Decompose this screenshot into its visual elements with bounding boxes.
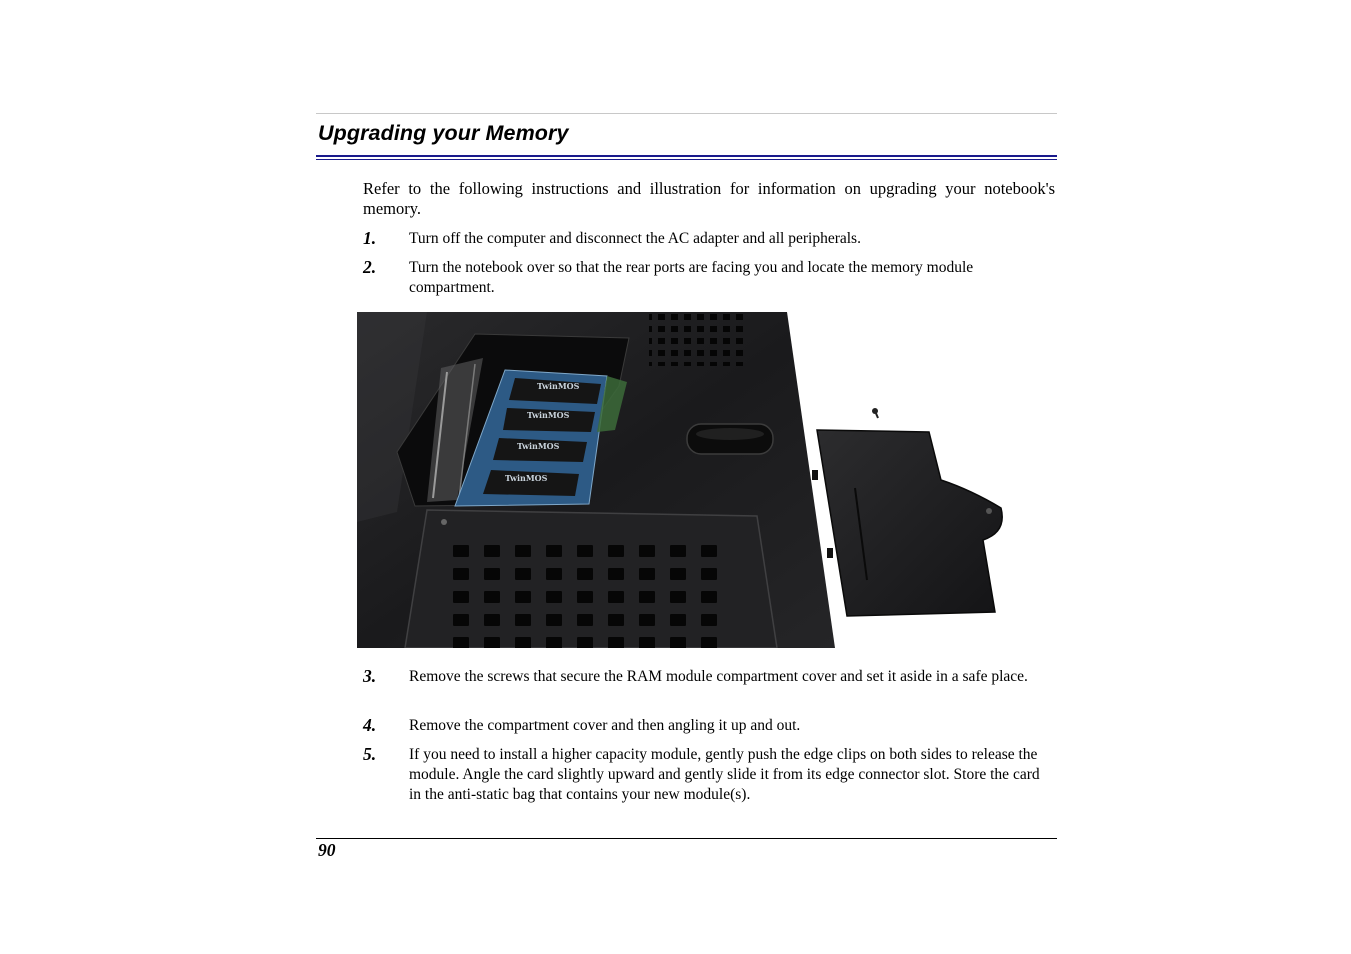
chip-label: TwinMOS	[517, 441, 560, 451]
step-number: 4.	[363, 715, 377, 735]
screw-icon	[872, 408, 878, 418]
step-3	[363, 667, 1057, 687]
step-4	[363, 716, 1057, 736]
footer-rule	[316, 838, 1057, 839]
step-1	[363, 229, 1057, 249]
top-rule	[316, 113, 1057, 114]
step-number: 3.	[363, 666, 377, 686]
step-text: If you need to install a higher capacity module, gently push the edge clips on both sides to release the module. Angle the card slightly upward and gently slide it from its edge connector slot. Store the card in the anti-static bag that contains your new module(s).	[409, 746, 1040, 803]
compartment-cover	[817, 430, 1002, 616]
intro-paragraph: Refer to the following instructions and illustration for information on upgrading your notebook's memory.	[363, 179, 1055, 218]
step-2	[363, 258, 1057, 298]
top-vent-grid	[649, 314, 747, 366]
page-title: Upgrading your Memory	[318, 121, 569, 145]
step-text: Turn off the computer and disconnect the AC adapter and all peripherals.	[409, 230, 861, 247]
step-number: 2.	[363, 257, 377, 277]
step-number: 5.	[363, 744, 377, 764]
step-text: Remove the compartment cover and then angling it up and out.	[409, 717, 801, 734]
lower-vent-grid	[443, 534, 725, 648]
heading-rule	[316, 155, 1057, 160]
chip-label: TwinMOS	[527, 410, 570, 420]
step-5	[363, 745, 1057, 805]
chip-label: TwinMOS	[537, 381, 580, 391]
memory-compartment-photo	[357, 312, 1007, 648]
step-text: Turn the notebook over so that the rear ports are facing you and locate the memory module compartment.	[409, 259, 974, 296]
step-number: 1.	[363, 228, 377, 248]
chip-label: TwinMOS	[505, 473, 548, 483]
step-text: Remove the screws that secure the RAM module compartment cover and set it aside in a safe place.	[409, 668, 1028, 685]
page-number: 90	[318, 840, 336, 860]
